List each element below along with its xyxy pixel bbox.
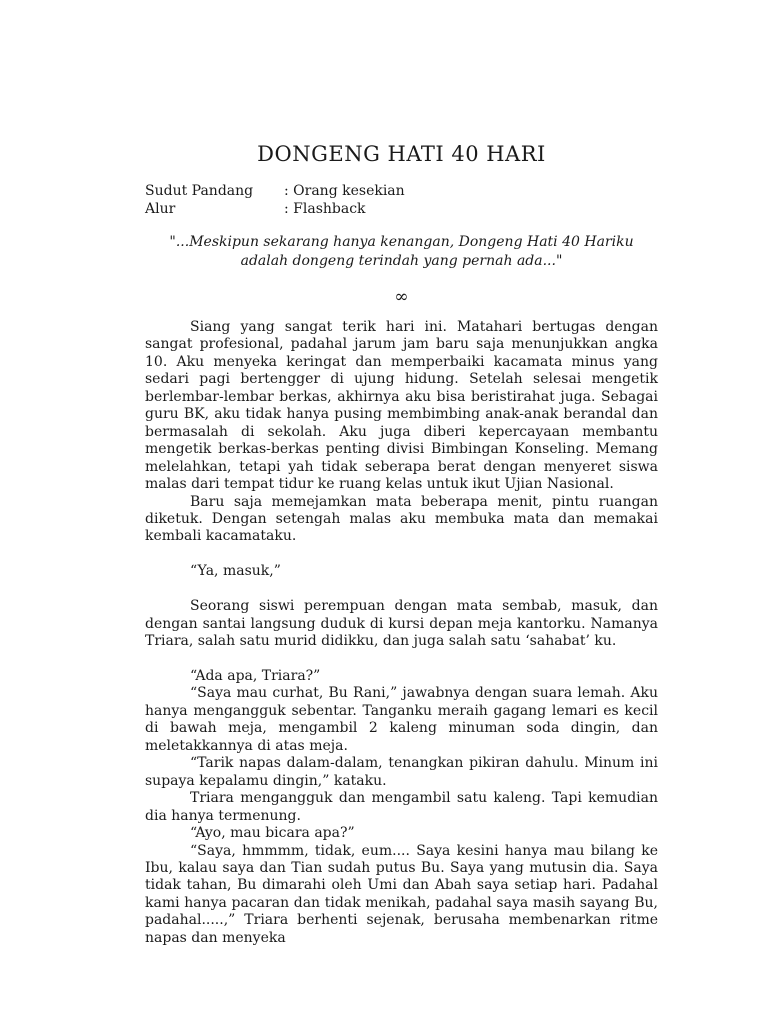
epigraph-quote: "...Meskipun sekarang hanya kenangan, Dongeng Hati 40 Hariku adalah dongeng terindah yang pernah ada..." [169, 234, 634, 269]
paragraph: “Saya, hmmmm, tidak, eum.... Saya kesini hanya mau bilang ke Ibu, kalau saya dan Tian sudah putus Bu. Saya yang mutusin dia. Saya tidak tahan, Bu dimarahi oleh Umi dan Abah saya setiap hari. Padahal kami hanya pacaran dan tidak menikah, padahal saya masih sayang Bu, padahal.....,” Triara berhenti sejenak, berusaha membenarkan ritme napas dan menyeka [145, 842, 658, 946]
meta-key-plot: Alur [145, 200, 176, 217]
meta-value-pov: : Orang kesekian [284, 183, 405, 199]
meta-row-plot [145, 201, 658, 219]
paragraph: “Saya mau curhat, Bu Rani,” jawabnya dengan suara lemah. Aku hanya mengangguk sebentar. Tanganku meraih gagang lemari es kecil di bawah meja, mengambil 2 kaleng minuman soda dingin, dan meletakkannya di atas meja. [145, 685, 658, 754]
meta-key-pov: Sudut Pandang [145, 183, 254, 199]
infinity-separator: ∞ [394, 287, 409, 307]
story-body [145, 319, 658, 947]
paragraph: Siang yang sangat terik hari ini. Matahari bertugas dengan sangat profesional, padahal jarum jam baru saja menunjukkan angka 10. Aku menyeka keringat dan memperbaiki kacamata minus yang sedari pagi bertengger di ujung hidung. Setelah selesai mengetik berlembar-lembar berkas, akhirnya aku bisa beristirahat juga. Sebagai guru BK, aku tidak hanya pusing membimbing anak-anak berandal dan bermasalah di sekolah. Aku juga diberi kepercayaan membantu mengetik berkas-berkas penting divisi Bimbingan Konseling. Memang melelahkan, tetapi yah tidak seberapa berat dengan menyeret siswa malas dari tempat tidur ke ruang kelas untuk ikut Ujian Nasional. [145, 319, 658, 493]
paragraph: Triara mengangguk dan mengambil satu kaleng. Tapi kemudian dia hanya termenung. [145, 790, 658, 824]
paragraph: Baru saja memejamkan mata beberapa menit, pintu ruangan diketuk. Dengan setengah malas aku membuka mata dan memakai kembali kacamataku. [145, 493, 658, 545]
story-meta [145, 183, 658, 218]
document-title: DONGENG HATI 40 HARI [257, 142, 546, 166]
paragraph: “Ya, masuk,” [190, 563, 281, 580]
paragraph: “Ada apa, Triara?” [190, 668, 321, 685]
paragraph: Seorang siswi perempuan dengan mata sembab, masuk, dan dengan santai langsung duduk di kursi depan meja kantorku. Namanya Triara, salah satu murid didikku, dan juga salah satu ‘sahabat’ ku. [145, 598, 658, 650]
paragraph: “Ayo, mau bicara apa?” [190, 825, 355, 842]
meta-value-plot: : Flashback [284, 200, 366, 217]
paragraph: “Tarik napas dalam-dalam, tenangkan pikiran dahulu. Minum ini supaya kepalamu dingin,” kataku. [145, 755, 658, 789]
meta-row-pov [145, 183, 658, 201]
